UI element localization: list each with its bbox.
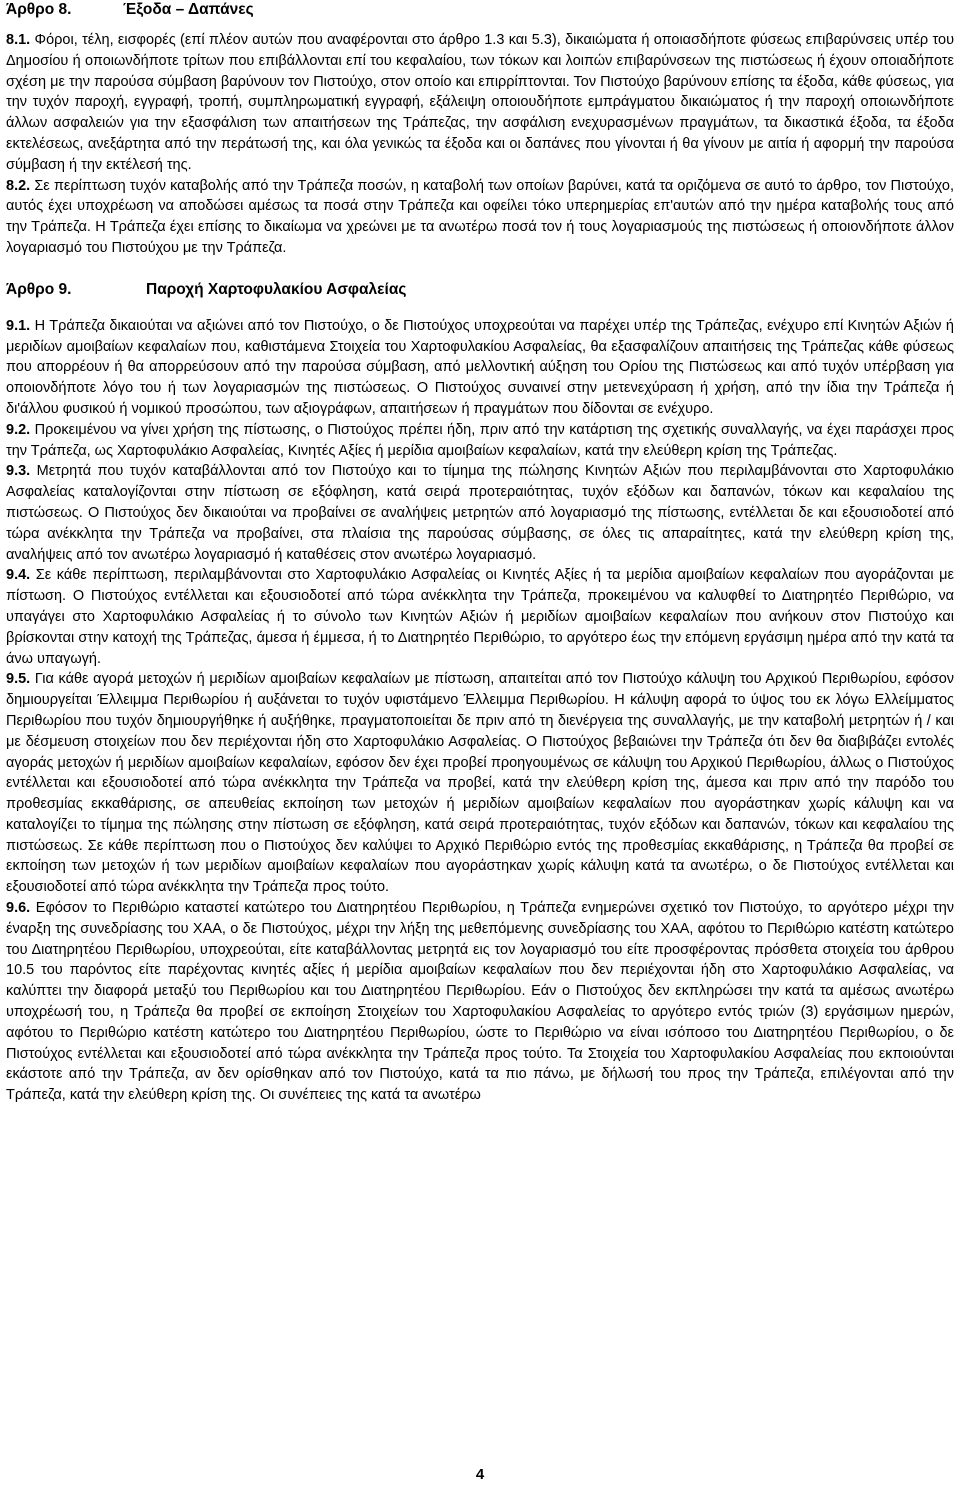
paragraph-number: 9.5.: [6, 671, 31, 688]
article-9-heading: [6, 278, 954, 302]
paragraph-number: 9.1.: [6, 317, 31, 334]
article-8-title: Έξοδα – Δαπάνες: [123, 1, 254, 18]
paragraph-8-2: [6, 176, 954, 259]
paragraph-9-6: [6, 898, 954, 1106]
paragraph-text: Σε κάθε περίπτωση, περιλαμβάνονται στο Χαρτοφυλάκιο Ασφαλείας οι Κινητές Αξίες ή τα μερίδια αμοιβαίων κεφαλαίων που αγοράζονται με πίστωση. Ο Πιστούχος εντέλλεται και εξουσιοδοτεί από τώρα ανέκκλητα την Τράπεζα, προκειμένου να καλυφθεί το Διατηρητέο Περιθώριο, να υπαγάγει στο Χαρτοφυλάκιο Ασφαλείας ή το σύνολο των Κινητών Αξιών ή μεριδίων αμοιβαίων κεφαλαίων που ανήκουν στον Πιστούχο και βρίσκονται στην κατοχή της Τράπεζας, άμεσα ή έμμεσα, ή το Διατηρητέο Περιθώριο, το αργότερο έως την επόμενη εργάσιμη ημέρα από την κατά τα άνω υπαγωγή.: [6, 567, 954, 667]
paragraph-number: 9.2.: [6, 421, 31, 438]
article-9-title: Παροχή Χαρτοφυλακίου Ασφαλείας: [146, 280, 407, 298]
article-8-heading: [6, 0, 954, 22]
paragraph-number: 9.3.: [6, 463, 31, 480]
paragraph-9-5: [6, 669, 954, 898]
paragraph-number: 8.2.: [6, 177, 31, 194]
paragraph-text: Εφόσον το Περιθώριο καταστεί κατώτερο του Διατηρητέου Περιθωρίου, η Τράπεζα ενημερώνει σχετικό τον Πιστούχο, το αργότερο μέχρι την έναρξη της συνεδρίασης του ΧΑΑ, ο δε Πιστούχος, μέχρι την λήξη της μεθεπόμενης συνεδρίασης του ΧΑΑ, αφότου το Περιθώριο κατέστη κατώτερο του Διατηρητέου Περιθωρίου, υποχρεούται, είτε καταβάλλοντας μετρητά εις τον λογαριασμό του είτε προσφέροντας πρόσθετα στοιχεία του άρθρου 10.5 του παρόντος είτε παρέχοντας κινητές αξίες ή μερίδια αμοιβαίων κεφαλαίων που δεν περιέχονται ήδη στο Χαρτοφυλάκιο Ασφαλείας, να καλύπτει την διαφορά μεταξύ του Περιθωρίου και του Διατηρητέου Περιθωρίου. Εάν ο Πιστούχος δεν εκπληρώσει την κατά τα αμέσως ανωτέρω υποχρέωσή του, η Τράπεζα θα προβεί σε εκποίηση Στοιχείων του Χαρτοφυλακίου Ασφαλείας το αργότερο εντός τριών (3) εργάσιμων ημερών, αφότου το Περιθώριο κατέστη κατώτερο του Διατηρητέου Περιθωρίου, ώστε το Περιθώριο να είναι ισόποσο του Διατηρητέου Περιθωρίου, ο δε Πιστούχος εντέλλεται και εξουσιοδοτεί από τώρα ανέκκλητα την Τράπεζα προς τούτο. Τα Στοιχεία του Χαρτοφυλακίου Ασφαλείας που εκποιούνται εκάστοτε από την Τράπεζα, αν δεν ορίσθηκαν από τον Πιστούχο, κατά τα πιο πάνω, με δήλωσή του προς την Τράπεζα, επιλέγονται από την Τράπεζα, κατά την ελεύθερη κρίση της. Οι συνέπειες της κατά τα ανωτέρω: [6, 900, 955, 1104]
paragraph-9-3: [6, 461, 954, 565]
page-number: 4: [475, 1466, 485, 1483]
paragraph-9-2: [6, 420, 954, 462]
paragraph-text: Μετρητά που τυχόν καταβάλλονται από τον Πιστούχο και το τίμημα της πώλησης Κινητών Αξιών που περιλαμβάνονται στο Χαρτοφυλάκιο Ασφαλείας καταλογίζονται στην πίστωση σε εξόφληση, κατά σειρά προτεραιότητας, τυχόν εξόδων και δαπανών, τόκων και κεφαλαίου της πιστώσεως. Ο Πιστούχος δεν δικαιούται να προβαίνει σε αναλήψεις μετρητών από λογαριασμό της πίστωσης, εντέλλεται δε και εξουσιοδοτεί από τώρα ανέκκλητα την Τράπεζα να προβαίνει, στα πλαίσια της παρούσας σύμβασης, σε όλες τις απαραίτητες, κατά την ελεύθερη κρίση της, αναλήψεις από τον ανωτέρω λογαριασμό ή καταθέσεις στον ανωτέρω λογαριασμό.: [6, 463, 955, 563]
paragraph-number: 8.1.: [6, 32, 31, 48]
article-8-number: Άρθρο 8.: [6, 1, 72, 18]
paragraph-8-1: [6, 30, 954, 176]
article-9-number: Άρθρο 9.: [6, 280, 72, 298]
paragraph-9-4: [6, 565, 954, 669]
paragraph-number: 9.4.: [6, 567, 31, 584]
paragraph-text: Σε περίπτωση τυχόν καταβολής από την Τράπεζα ποσών, η καταβολή των οποίων βαρύνει, κατά τα οριζόμενα σε αυτό το άρθρο, τον Πιστούχο, αυτός έχει υποχρέωση να αποδώσει αμέσως τα ποσά στην Τράπεζα και οφείλει τόκο υπερημερίας επ'αυτών από την ημέρα καταβολής τους από την Τράπεζα. Η Τράπεζα έχει επίσης το δικαίωμα να χρεώνει με τα ανωτέρω ποσά τον ή τους λογαριασμούς της πιστώσεως ή οποιονδήποτε άλλον λογαριασμό του Πιστούχου με την Τράπεζα.: [6, 177, 954, 256]
paragraph-text: Η Τράπεζα δικαιούται να αξιώνει από τον Πιστούχο, ο δε Πιστούχος υποχρεούται να παρέχει υπέρ της Τράπεζας, ενέχυρο επί Κινητών Αξιών ή μεριδίων αμοιβαίων κεφαλαίων που, καθιστάμενα Στοιχεία του Χαρτοφυλακίου Ασφαλείας, θα εξασφαλίζουν απαιτήσεις της Τράπεζας κάθε φύσεως που απορρέουν ή θα απορρεύσουν από την παρούσα σύμβαση, από μελλοντική αύξηση του Ορίου της Πιστώσεως και από τυχόν υπέρβαση για οποιονδήποτε λόγο του ή των λογαριασμών της πιστώσεως. Ο Πιστούχος συναινεί στην μετενεχύραση ή χρήση, από την ίδια την Τράπεζα ή δι'άλλου φυσικού ή νομικού προσώπου, των αξιογράφων, απαιτήσεων ή πραγμάτων που δίδονται σε ενέχυρο.: [6, 317, 954, 417]
paragraph-9-1: [6, 316, 954, 420]
paragraph-text: Φόροι, τέλη, εισφορές (επί πλέον αυτών που αναφέρονται στο άρθρο 1.3 και 5.3), δικαιώματα ή οποιασδήποτε φύσεως επιβαρύνσεις υπέρ του Δημοσίου ή οποιωνδήποτε τρίτων που επιβάλλονται επί του κεφαλαίου, των τόκων και λοιπών επιβαρύνσεων της πιστώσεως ή έχουν οποιαδήποτε σχέση με την παρούσα σύμβαση βαρύνουν τον Πιστούχο, στον οποίο και επιρρίπτονται. Τον Πιστούχο βαρύνουν επίσης τα έξοδα, κάθε φύσεως, για την τυχόν παροχή, εγγραφή, τροπή, συμπληρωματική εγγραφή, εξάλειψη οποιουδήποτε εμπράγματου δικαιώματος ή την παροχή οποιωνδήποτε άλλων ασφαλειών για την εξασφάλιση των απαιτήσεων της Τράπεζας, την ασφάλιση ενεχυρασμένων πραγμάτων, τα δικαστικά έξοδα, τα έξοδα εκτελέσεως, ανεξάρτητα από την περάτωσή της, και όλα γενικώς τα έξοδα και οι δαπάνες που γίνονται ή θα γίνουν με αιτία ή αφορμή την παρούσα σύμβαση ή την εκτέλεσή της.: [6, 32, 955, 173]
paragraph-text: Για κάθε αγορά μετοχών ή μεριδίων αμοιβαίων κεφαλαίων με πίστωση, απαιτείται από τον Πιστούχο κάλυψη του Αρχικού Περιθωρίου, εφόσον δημιουργείται Έλλειμμα Περιθωρίου ή αυξάνεται το τυχόν υφιστάμενο Έλλειμμα Περιθωρίου. Η κάλυψη αφορά το ύψος του εκ λόγω Ελλείμματος Περιθωρίου που τυχόν δημιουργήθηκε ή αυξήθηκε, πραγματοποιείται δε πριν από τη διενέργεια της συναλλαγής, με την καταβολή μετρητών ή / και με δέσμευση στοιχείων που δεν περιέχονται ήδη στο Χαρτοφυλάκιο Ασφαλείας. Ο Πιστούχος βεβαιώνει την Τράπεζα ότι δεν θα διαβιβάζει εντολές αγοράς μετοχών ή μεριδίων αμοιβαίων κεφαλαίων, εφόσον δεν έχει προβεί προηγουμένως σε κάλυψη του Αρχικού Περιθωρίου, άλλως ο Πιστούχος εντέλλεται και εξουσιοδοτεί από τώρα ανέκκλητα την Τράπεζα να προβεί, κατά την ελεύθερη κρίση της, άμεσα και πριν από την παρόδο του προθεσμίας εκκαθάρισης, σε απευθείας εκποίηση των μετοχών ή μεριδίων αμοιβαίων κεφαλαίων που αγοράστηκαν χωρίς κάλυψη και να καταλογίζει το τίμημα της πώλησης στην πίστωση σε εξόφληση, κατά σειρά προτεραιότητας, τυχόν εξόδων και δαπανών, τόκων και κεφαλαίου της πιστώσεως. Σε κάθε περίπτωση που ο Πιστούχος δεν καλύψει το Αρχικό Περιθώριο εντός της προθεσμίας εκκαθάρισης, η Τράπεζα θα προβεί σε εκποίηση των μετοχών ή των μεριδίων αμοιβαίων κεφαλαίων που αγοράστηκαν χωρίς κάλυψη κατά τα ανωτέρω, ο δε Πιστούχος εντέλλεται και εξουσιοδοτεί από τώρα ανέκκλητα την Τράπεζα προς τούτο.: [6, 671, 955, 896]
paragraph-text: Προκειμένου να γίνει χρήση της πίστωσης, ο Πιστούχος πρέπει ήδη, πριν από την κατάρτιση της σχετικής συναλλαγής, να έχει παράσχει προς την Τράπεζα, ως Χαρτοφυλάκιο Ασφαλείας, Κινητές Αξίες ή μερίδια αμοιβαίων κεφαλαίων, κατά την ελεύθερη κρίση της Τράπεζας.: [6, 421, 954, 459]
paragraph-number: 9.6.: [6, 900, 31, 917]
